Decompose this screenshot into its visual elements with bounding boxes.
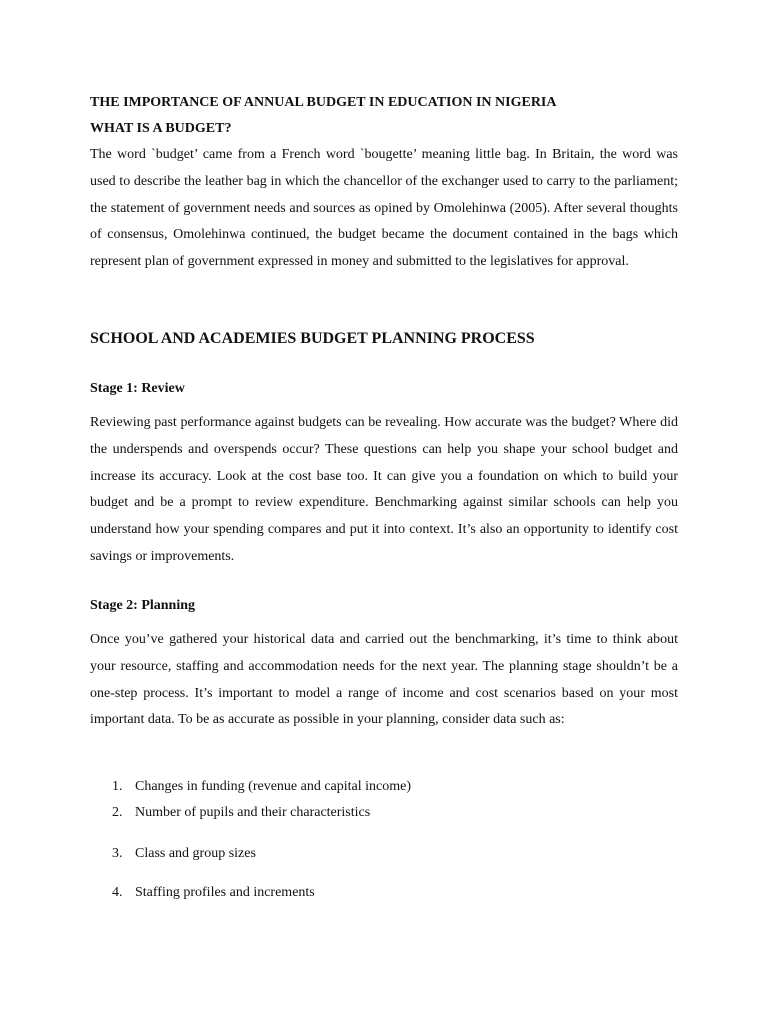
list-item: [112, 844, 672, 864]
list-item: [112, 803, 672, 823]
document-title: THE IMPORTANCE OF ANNUAL BUDGET IN EDUCATION IN NIGERIA: [90, 95, 557, 110]
stage2-heading: Stage 2: Planning: [90, 598, 196, 613]
list-number: 1.: [112, 779, 123, 794]
list-number: 4.: [112, 885, 123, 900]
stage1-paragraph: Reviewing past performance against budgets can be revealing. How accurate was the budget? Where did the underspends and overspends occur? These questions can help you shape your school budget and increase its accuracy. Look at the cost base too. It can give you a foundation on which to build your budget and be a prompt to review expenditure. Benchmarking against similar schools can help you understand how your spending compares and put it into context. It’s also an opportunity to identify cost savings or improvements.: [90, 415, 678, 564]
list-item: [112, 883, 672, 903]
list-number: 2.: [112, 805, 123, 820]
section-heading: SCHOOL AND ACADEMIES BUDGET PLANNING PROCESS: [90, 330, 535, 347]
list-text: Number of pupils and their characteristics: [135, 805, 371, 820]
list-number: 3.: [112, 846, 123, 861]
stage2-paragraph: Once you’ve gathered your historical data and carried out the benchmarking, it’s time to think about your resource, staffing and accommodation needs for the next year. The planning stage shouldn’t be a one-step process. It’s important to model a range of income and cost scenarios based on your most important data. To be as accurate as possible in your planning, consider data such as:: [90, 632, 678, 728]
intro-paragraph: The word `budget’ came from a French word `bougette’ meaning little bag. In Britain, the word was used to describe the leather bag in which the chancellor of the exchanger used to carry to the parliament; the statement of government needs and sources as opined by Omolehinwa (2005). After several thoughts of consensus, Omolehinwa continued, the budget became the document contained in the bags which represent plan of government expressed in money and submitted to the legislatives for approval.: [90, 147, 678, 270]
list-text: Class and group sizes: [135, 846, 256, 861]
stage1-heading: Stage 1: Review: [90, 381, 185, 396]
list-text: Staffing profiles and increments: [135, 885, 315, 900]
document-subtitle: WHAT IS A BUDGET?: [90, 121, 232, 136]
list-text: Changes in funding (revenue and capital income): [135, 779, 412, 794]
list-item: [112, 777, 672, 797]
